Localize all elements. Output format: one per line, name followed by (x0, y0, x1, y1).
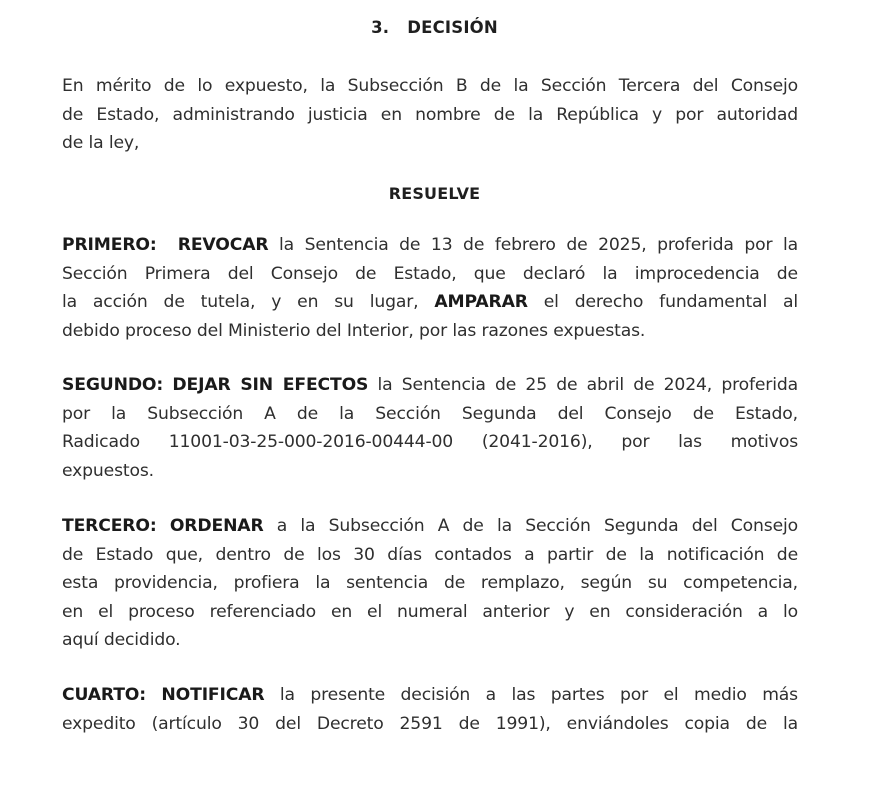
resolution-cuarto (62, 681, 798, 738)
text-line: esta providencia, profiera la sentencia de remplazo, según su competencia, (62, 573, 798, 594)
text-line (62, 512, 798, 541)
resolution-ordinal: SEGUNDO: (62, 375, 164, 395)
resolution-ordinal: PRIMERO: (62, 235, 157, 255)
text-fragment: a la Subsección A de la Sección Segunda del Consejo (263, 516, 798, 536)
resolution-primero (62, 231, 798, 345)
resolution-ordinal: CUARTO: (62, 685, 146, 705)
text-line: expedito (artículo 30 del Decreto 2591 de 1991), enviándoles copia de la (62, 713, 798, 734)
text-line: Radicado 11001-03-25-000-2016-00444-00 (2041-2016), por las motivos (62, 432, 798, 453)
text-line: de la ley, (62, 133, 140, 154)
intro-paragraph (62, 72, 798, 158)
resolution-action: NOTIFICAR (161, 685, 265, 705)
section-number: 3. (371, 18, 390, 37)
text-fragment: el derecho fundamental al (527, 292, 798, 313)
resolution-action: ORDENAR (169, 516, 264, 536)
text-line: de Estado, administrando justicia en nombre de la República y por autoridad (62, 104, 798, 125)
text-line: En mérito de lo expuesto, la Subsección B de la Sección Tercera del Consejo (62, 76, 798, 96)
resolution-ordinal: TERCERO: (62, 516, 157, 536)
text-line: aquí decidido. (62, 630, 181, 651)
text-fragment: la Sentencia de 13 de febrero de 2025, proferida por la (268, 235, 798, 255)
text-fragment: la Sentencia de 25 de abril de 2024, proferida (368, 375, 798, 395)
section-heading (0, 18, 869, 37)
text-fragment: la presente decisión a las partes por el medio más (264, 685, 798, 705)
text-line: por la Subsección A de la Sección Segunda del Consejo de Estado, (62, 403, 798, 424)
text-line (62, 288, 798, 317)
text-line: Sección Primera del Consejo de Estado, que declaró la improcedencia de (62, 263, 798, 284)
text-line (62, 231, 798, 260)
resolution-action: REVOCAR (177, 235, 269, 255)
inline-action: AMPARAR (434, 292, 528, 313)
text-line (62, 681, 798, 710)
section-title: DECISIÓN (407, 18, 498, 37)
resolution-action: DEJAR SIN EFECTOS (172, 375, 369, 395)
resuelve-heading: RESUELVE (388, 184, 481, 203)
text-line: expuestos. (62, 460, 154, 481)
text-fragment: la acción de tutela, y en su lugar, (62, 292, 435, 313)
text-line: de Estado que, dentro de los 30 días contados a partir de la notificación de (62, 544, 798, 565)
resolution-tercero (62, 512, 798, 655)
text-line (62, 371, 798, 400)
text-line: debido proceso del Ministerio del Interior, por las razones expuestas. (62, 320, 646, 341)
text-line: en el proceso referenciado en el numeral anterior y en consideración a lo (62, 601, 798, 622)
resolution-segundo (62, 371, 798, 485)
